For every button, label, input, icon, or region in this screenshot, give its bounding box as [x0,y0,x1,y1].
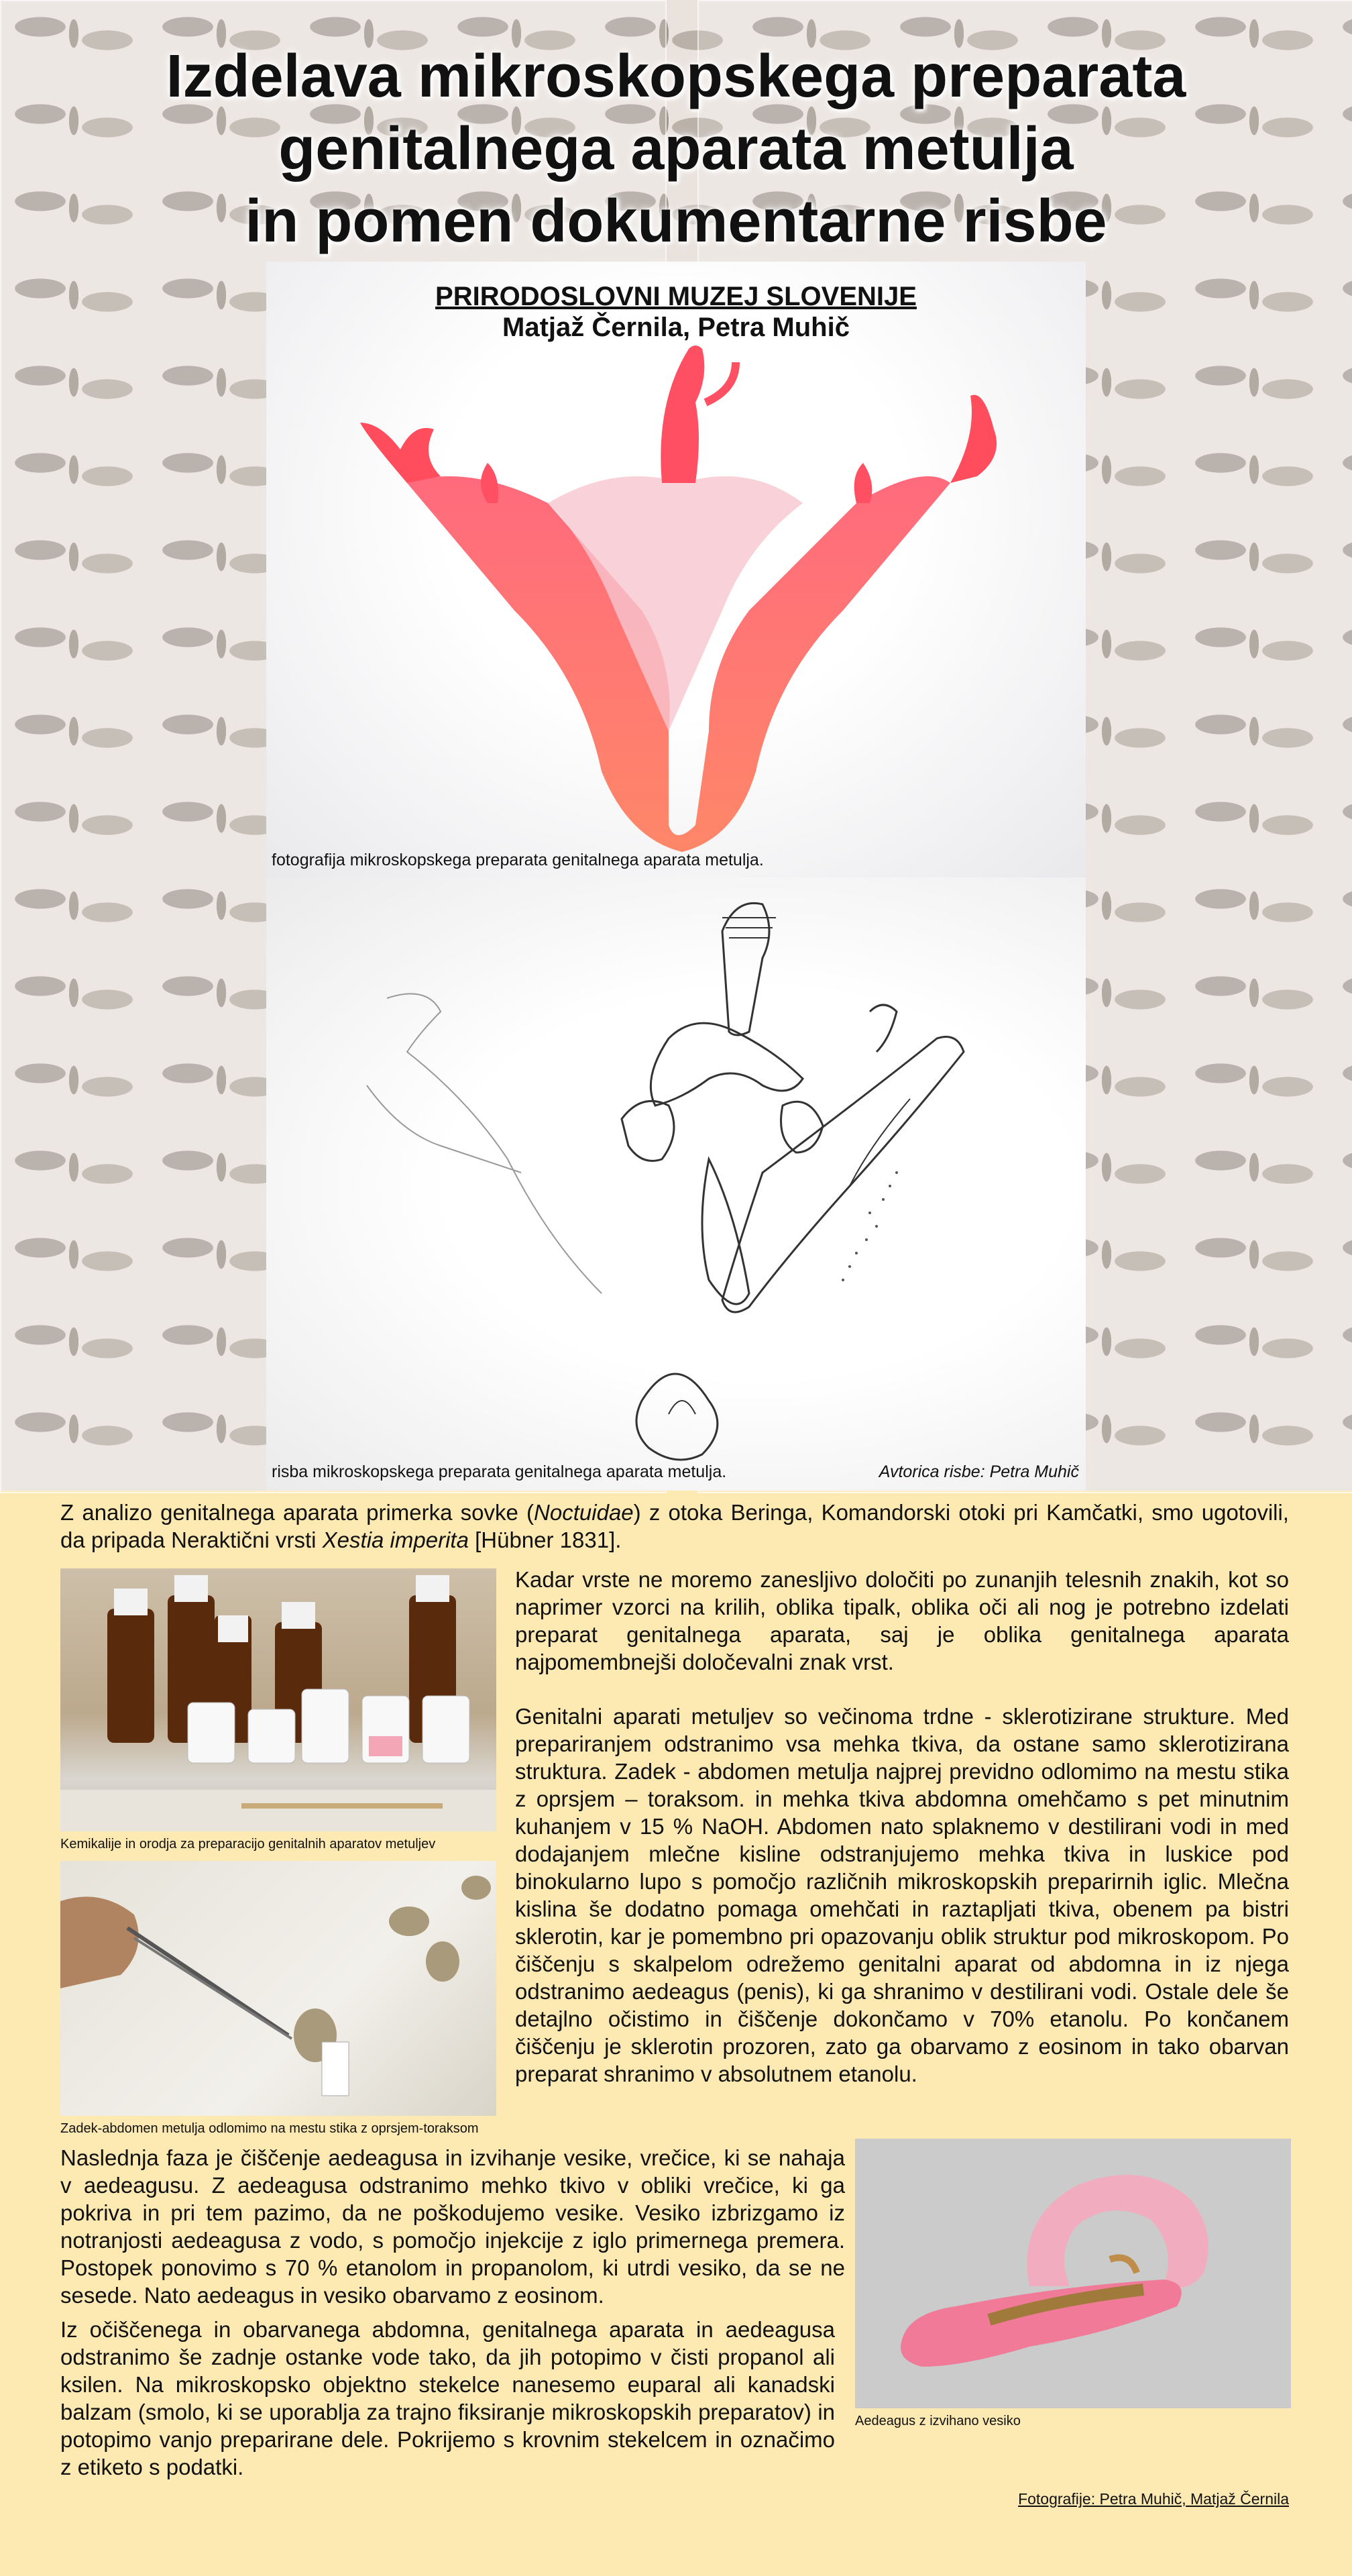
institution-name: PRIRODOSLOVNI MUZEJ SLOVENIJE [435,282,917,311]
authors: Matjaž Černila, Petra Muhič [502,313,850,342]
abdomen-caption: Zadek-abdomen metulja odlomimo na mestu stika z oprsjem-toraksom [60,2121,479,2136]
intro-part-3: [Hübner 1831]. [468,1527,622,1552]
aedeagus-photo-image [855,2139,1291,2408]
intro-family: Noctuidae [534,1500,634,1525]
title-line-3: in pomen dokumentarne risbe [245,188,1107,255]
abdomen-removal-photo-image [60,1861,496,2116]
paragraph-4: Iz očiščenega in obarvanega abdomna, genitalnega aparata in aedeagusa odstranimo še zadnje ostanke vode tako, da jih potopimo v čisti propanol ali ksilen. Na mikroskopsko objektno stekelce nanesemo euparal ali kanadski balzam (smolo, ki se uporablja za trajno fiksiranje mikroskopskih preparatov) in potopimo vanjo preparirane dele. Pokrijemo s krovnim stekelcem in označimo z etiketo s podatki. [60,2317,835,2479]
genitalia-photo-image [266,262,1086,877]
specimen-panel [266,262,1086,1491]
poster-title [0,40,1352,258]
intro-part-2: ) z otoka Beringa, Komandorski otoki pri Kamčatki, smo ugotovili, da pripada Neraktični vrsti [60,1500,1289,1552]
intro-species: Xestia imperita [322,1527,469,1552]
abdomen-removal-photo [60,1861,496,2116]
genitalia-drawing-image [266,877,1086,1491]
paragraph-1: Kadar vrste ne moremo zanesljivo določiti po zunanjih telesnih znakih, kot so naprimer vzorci na krilih, oblika tipalk, oblika oči ali nog je potrebno izdelati preparat genitalnega aparata, saj je oblika genitalnega aparata najpomembnejši določevalni znak vrst. [515,1567,1289,1674]
chemicals-caption: Kemikalije in orodja za preparacijo genitalnih aparatov metuljev [60,1837,436,1851]
paragraph-3: Naslednja faza je čiščenje aedeagusa in izvihanje vesike, vrečice, ki se nahaja v aedeagusu. Z aedeagusa odstranimo mehko tkivo v obliki vrečice, ki ga pokriva in pri tem pazimo, da ne poškodujemo vesike. Vesiko izbrizgamo iz notranjosti aedeagusa z vodo, s pomočjo injekcije z iglo primernega premera. Postopek ponovimo s 70 % etanolom in propanolom, ki utrdi vesiko, da se ne sesede. Nato aedeagus in vesiko obarvamo z eosinom. [60,2145,845,2308]
photo-credit: Fotografije: Petra Muhič, Matjaž Černila [1018,2490,1289,2508]
title-line-1: Izdelava mikroskopskega preparata [166,43,1186,110]
title-line-2: genitalnega aparata metulja [278,115,1074,182]
drawing-credit: Avtorica risbe: Petra Muhič [879,1462,1079,1481]
photo-caption: fotografija mikroskopskega preparata genitalnega aparata metulja. [272,851,764,869]
genitalia-drawing [266,877,1086,1491]
chemicals-photo [60,1568,496,1831]
drawing-caption: risba mikroskopskega preparata genitalnega aparata metulja. [272,1462,727,1481]
intro-paragraph [60,1499,1289,1554]
aedeagus-caption: Aedeagus z izvihano vesiko [855,2414,1021,2428]
chemicals-photo-image [60,1568,496,1831]
genitalia-photo [266,262,1086,877]
intro-part-1: Z analizo genitalnega aparata primerka sovke ( [60,1500,534,1525]
aedeagus-photo [855,2139,1291,2408]
paragraph-2: Genitalni aparati metuljev so večinoma trdne - sklerotizirane strukture. Med prepariranjem odstranimo vsa mehka tkiva, da ostane samo sklerotizirana struktura. Zadek - abdomen metulja najprej previdno odlomimo na mestu stika z oprsjem – toraksom. in mehka tkiva abdomna omehčamo s pet minutnim kuhanjem v 15 % NaOH. Abdomen nato splaknemo v destilirani vodi in med dodajanjem mlečne kisline odstranjujemo mehka tkiva in luskice pod binokularno lupo s pomočjo različnih mikroskopskih preparirnih iglic. Mlečna kislina še dodatno pomaga omehčati in raztapljati tkiva, obenem pa bistri sklerotin, kar je pomembno pri opazovanju oblik struktur pod mikroskopom. Po čiščenju s skalpelom odrežemo genitalni aparat od abdomna in iz njega odstranimo aedeagus (penis), ki ga shranimo v destilirani vodi. Ostale dele še detajlno očistimo in čiščenje dokončamo v 70% etanolu. Po končanem čiščenju je sklerotin prozoren, zato ga obarvamo z eosinom in tako obarvan preparat shranimo v absolutnem etanolu. [515,1704,1289,2086]
